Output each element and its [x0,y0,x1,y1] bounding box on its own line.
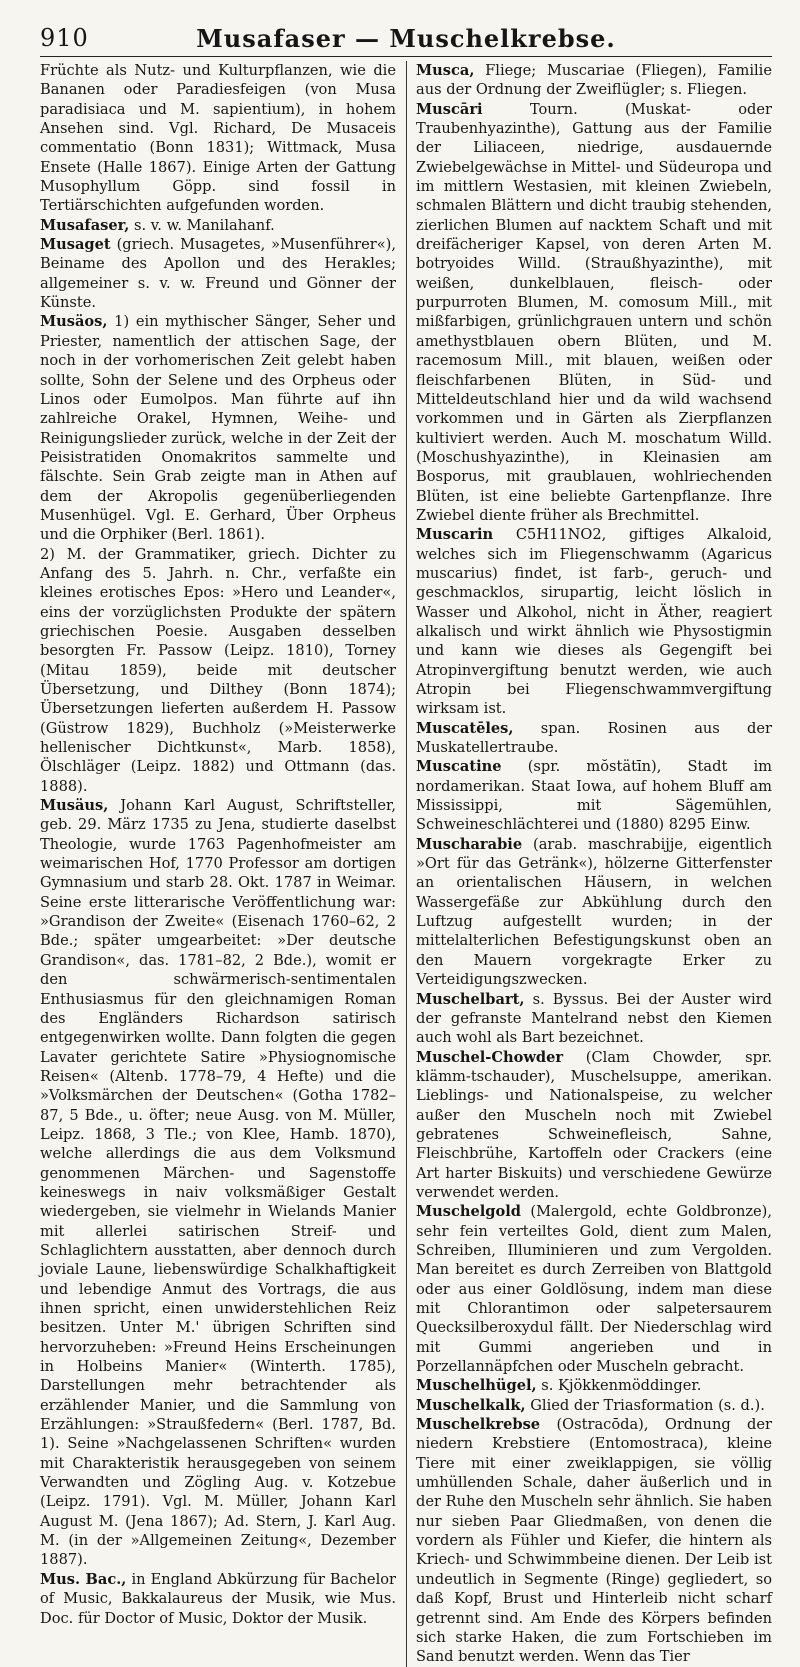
entry [416,835,772,990]
right-column [416,61,772,1667]
entry-headword: Musäos, [40,313,108,331]
entry-text: span. Rosinen aus der Muskatellertraube. [416,719,772,757]
entry-text: (spr. mŏstätīn), Stadt im nordamerikan. Staat Iowa, auf hohem Bluff am Mississippi, mit Sägemühlen, Schweineschlächterei und (1880) 8295 Einw. [416,758,772,834]
entry [40,61,396,216]
entry-text: s. Kjökkenmöddinger. [536,1377,702,1395]
entry-headword: Muscarin [416,526,494,544]
entry-text: Glied der Triasformation (s. d.). [525,1396,765,1414]
entry-headword: Muscatine [416,758,502,776]
entry [416,61,772,100]
entry-headword: Musaget [40,236,111,254]
entry-headword: Mus. Bac., [40,1570,127,1588]
entry-headword: Muschelbart, [416,990,525,1008]
entry-text: Tourn. (Muskat- oder Traubenhyazinthe), Gattung aus der Familie der Liliaceen, niedrige, ausdauernde Zwiebelgewächse in Mittel- und Südeuropa und im mittlern Westasien, mit kleinen Zwiebeln, schmalen Blättern und dicht traubig stehenden, zierlichen Blumen auf nacktem Schaft und mit dreifächeriger Kapsel, von deren Arten M. botryoides Willd. (Straußhyazinthe), mit weißen, dunkelblauen, fleisch- oder purpurroten Blumen, M. comosum Mill., mit mißfarbigen, grünlichgrauen untern und schön amethystblauen obern Blüten, und M. racemosum Mill., mit blauen, weißen oder fleischfarbenen Blüten, in Süd- und Mitteldeutschland hier und da wild wachsend vorkommen und in Gärten als Zierpflanzen kultiviert werden. Auch M. moschatum Willd. (Moschushyazinthe), in Kleinasien am Bosporus, mit graublauen, wohlriechenden Blüten, ist eine beliebte Gartenpflanze. Ihre Zwiebel diente früher als Brechmittel. [416,100,772,524]
entry [416,719,772,758]
entry-text: C5H11NO2, giftiges Alkaloid, welches sich im Fliegenschwamm (Agaricus muscarius) findet, ist farb-, geruch- und geschmacklos, sirupartig, leicht löslich in Wasser und Alkohol, nicht in Äther, reagiert alkalisch und wirkt ähnlich wie Physostigmin und kann wie dieses als Gegengift bei Atropinvergiftung benutzt werden, wie auch Atropin bei Fliegenschwammvergiftung wirksam ist. [416,526,772,718]
column-divider [406,61,407,1667]
entry-text: (arab. maschrabijje, eigentlich »Ort für das Getränk«), hölzerne Gitterfenster an orientalischen Häusern, in welchen Wassergefäße zur Abkühlung durch den Luftzug aufgestellt wurden; in der mittelalterlichen Befestigungskunst oben an den Mauern vorgekragte Erker zu Verteidigungszwecken. [416,835,772,989]
entry-headword: Musafaser, [40,216,130,234]
entry [40,216,396,235]
entry-text: Früchte als Nutz- und Kulturpflanzen, wie die Bananen oder Paradiesfeigen (von Musa paradisiaca und M. sapientium), in hohem Ansehen sind. Vgl. Richard, De Musaceis commentatio (Bonn 1831); Wittmack, Musa Ensete (Halle 1867). Einige Arten der Gattung Musophyllum Göpp. sind fossil in Tertiärschichten aufgefunden worden. [40,62,396,215]
entry-headword: Muschelkalk, [416,1396,526,1414]
entry-headword: Muschelhügel, [416,1377,537,1395]
entry [416,1396,772,1415]
entry-headword: Muscatēles, [416,719,514,737]
entry-headword: Muscharabie [416,835,523,853]
entry-text: (griech. Musagetes, »Musenführer«), Beiname des Apollon und des Herakles; allgemeiner s. v. w. Freund und Gönner der Künste. [40,236,396,312]
entry-text: Fliege; Muscariae (Fliegen), Familie aus der Ordnung der Zweiflügler; s. Fliegen. [416,62,772,99]
entry-text: (Ostracōda), Ordnung der niedern Krebstiere (Entomostraca), kleine Tiere mit einer zweiklappigen, sie völlig umhüllenden Schale, daher äußerlich und in der Ruhe den Muscheln sehr ähnlich. Sie haben nur sieben Paar Gliedmaßen, von denen die vordern als Fühler und Kiefer, die hintern als Kriech- und Schwimmbeine dienen. Der Leib ist undeutlich in Segmente (Ringe) gegliedert, so daß Kopf, Brust und Hinterleib nicht scharf getrennt sind. Am Ende des Körpers befinden sich starke Haken, die zum Fortschieben im Sand benutzt werden. Wenn das Tier [416,1416,772,1666]
entry [416,100,772,526]
left-column [40,61,396,1667]
entry-text: 2) M. der Grammatiker, griech. Dichter zu Anfang des 5. Jahrh. n. Chr., verfaßte ein kleines erotisches Epos: »Hero und Leander«, eins der vorzüglichsten Produkte der spätern griechischen Poesie. Ausgaben desselben besorgten Fr. Passow (Leipz. 1810), Torney (Mitau 1859), beide mit deutscher Übersetzung, und Dilthey (Bonn 1874); Übersetzungen lieferten außerdem H. Passow (Güstrow 1829), Buchholz (»Meisterwerke hellenischer Dichtkunst«, Marb. 1858), Ölschläger (Leipz. 1882) und Ottmann (das. 1888). [40,545,396,795]
entry [40,796,396,1570]
entry-text: s. v. w. Manilahanf. [129,216,275,234]
entry-text: Johann Karl August, Schriftsteller, geb. 29. März 1735 zu Jena, studierte daselbst Theologie, wurde 1763 Pagenhofmeister am weimarischen Hof, 1770 Professor am dortigen Gymnasium und starb 28. Okt. 1787 in Weimar. Seine erste litterarische Veröffentlichung war: »Grandison der Zweite« (Eisenach 1760–62, 2 Bde.; später umgearbeitet: »Der deutsche Grandison«, das. 1781–82, 2 Bde.), womit er den schwärmerisch-sentimentalen Enthusiasmus für den gleichnamigen Roman des Engländers Richardson satirisch entgegenwirken wollte. Dann folgten die gegen Lavater gerichtete Satire »Physiognomische Reisen« (Altenb. 1778–79, 4 Hefte) und die »Volksmärchen der Deutschen« (Gotha 1782–87, 5 Bde., u. öfter; neue Ausg. von M. Müller, Leipz. 1868, 3 Tle.; von Klee, Hamb. 1870), welche allerdings die aus dem Volksmund genommenen Märchen- und Sagenstoffe keineswegs in naiv volksmäßiger Gestalt wiedergeben, sie vielmehr in Wielands Manier mit allerlei satirischen Streif- und Schlaglichtern ausstatten, aber dennoch durch joviale Laune, liebenswürdige Schalkhaftigkeit und lebendige Anmut des Vortrags, die aus ihnen spricht, einen unwiderstehlichen Reiz besitzen. Unter M.' übrigen Schriften sind hervorzuheben: »Freund Heins Erscheinungen in Holbeins Manier« (Winterth. 1785), Darstellungen mehr betrachtender als erzählender Manier, und die Sammlung von Erzählungen: »Straußfedern« (Berl. 1787, Bd. 1). Seine »Nachgelassenen Schriften« wurden mit Charakteristik herausgegeben von seinem Verwandten und Zögling Aug. v. Kotzebue (Leipz. 1791). Vgl. M. Müller, Johann Karl August M. (Jena 1867); Ad. Stern, J. Karl Aug. M. (in der »Allgemeinen Zeitung«, Dezember 1887). [40,797,396,1569]
entry-headword: Muschelkrebse [416,1416,541,1434]
entry [416,1376,772,1395]
entry [40,545,396,796]
entry-headword: Musäus, [40,797,109,815]
entry [40,312,396,544]
entry-headword: Muschelgold [416,1203,521,1221]
page-number: 910 [40,24,89,52]
entry [416,1048,772,1203]
entry-text: s. Byssus. Bei der Auster wird der gefranste Mantelrand nebst den Kiemen auch wohl als Bart bezeichnet. [416,990,772,1047]
entry-text: 1) ein mythischer Sänger, Seher und Priester, namentlich der attischen Sage, der noch in der vorhomerischen Zeit gelebt haben sollte, Sohn der Selene und des Orpheus oder Linos oder Eumolpos. Man führte auf ihn zahlreiche Orakel, Hymnen, Weihe- und Reinigungslieder zurück, welche in der Zeit der Peisistratiden Onomakritos sammelte und fälschte. Sein Grab zeigte man in Athen auf dem der Akropolis gegenüberliegenden Musenhügel. Vgl. E. Gerhard, Über Orpheus und die Orphiker (Berl. 1861). [40,313,396,544]
text-columns [40,61,772,1667]
entry [416,1202,772,1376]
entry [416,525,772,718]
entry [416,1415,772,1666]
entry [416,757,772,834]
running-head: Musafaser — Muschelkrebse. [196,24,616,53]
entry [40,235,396,312]
entry-headword: Muschel-Chowder [416,1048,564,1066]
entry-text: (Malergold, echte Goldbronze), sehr fein verteiltes Gold, dient zum Malen, Schreiben, Illuminieren und zum Vergolden. Man bereitet es durch Zerreiben von Blattgold oder aus einer Goldlösung, indem man diese mit Chlorantimon oder salpetersaurem Quecksilberoxydul fällt. Der Niederschlag wird mit Gummi angerieben und in Porzellannäpfchen oder Muscheln gebracht. [416,1203,772,1376]
entry-headword: Musca, [416,62,475,79]
entry-headword: Muscāri [416,100,483,118]
page-header [40,22,772,57]
entry-text: (Clam Chowder, spr. klämm-tschauder), Muschelsuppe, amerikan. Lieblings- und Nationalspeise, zu welcher außer den Muscheln noch mit Zwiebel gebratenes Schweinefleisch, Sahne, Fleischbrühe, Kartoffeln oder Crackers (eine Art harter Biskuits) und verschiedene Gewürze verwendet werden. [416,1048,772,1201]
entry [40,1570,396,1628]
entry [416,990,772,1048]
entry-text: in England Abkürzung für Bachelor of Music, Bakkalaureus der Musik, wie Mus. Doc. für Doctor of Music, Doktor der Musik. [40,1570,396,1627]
